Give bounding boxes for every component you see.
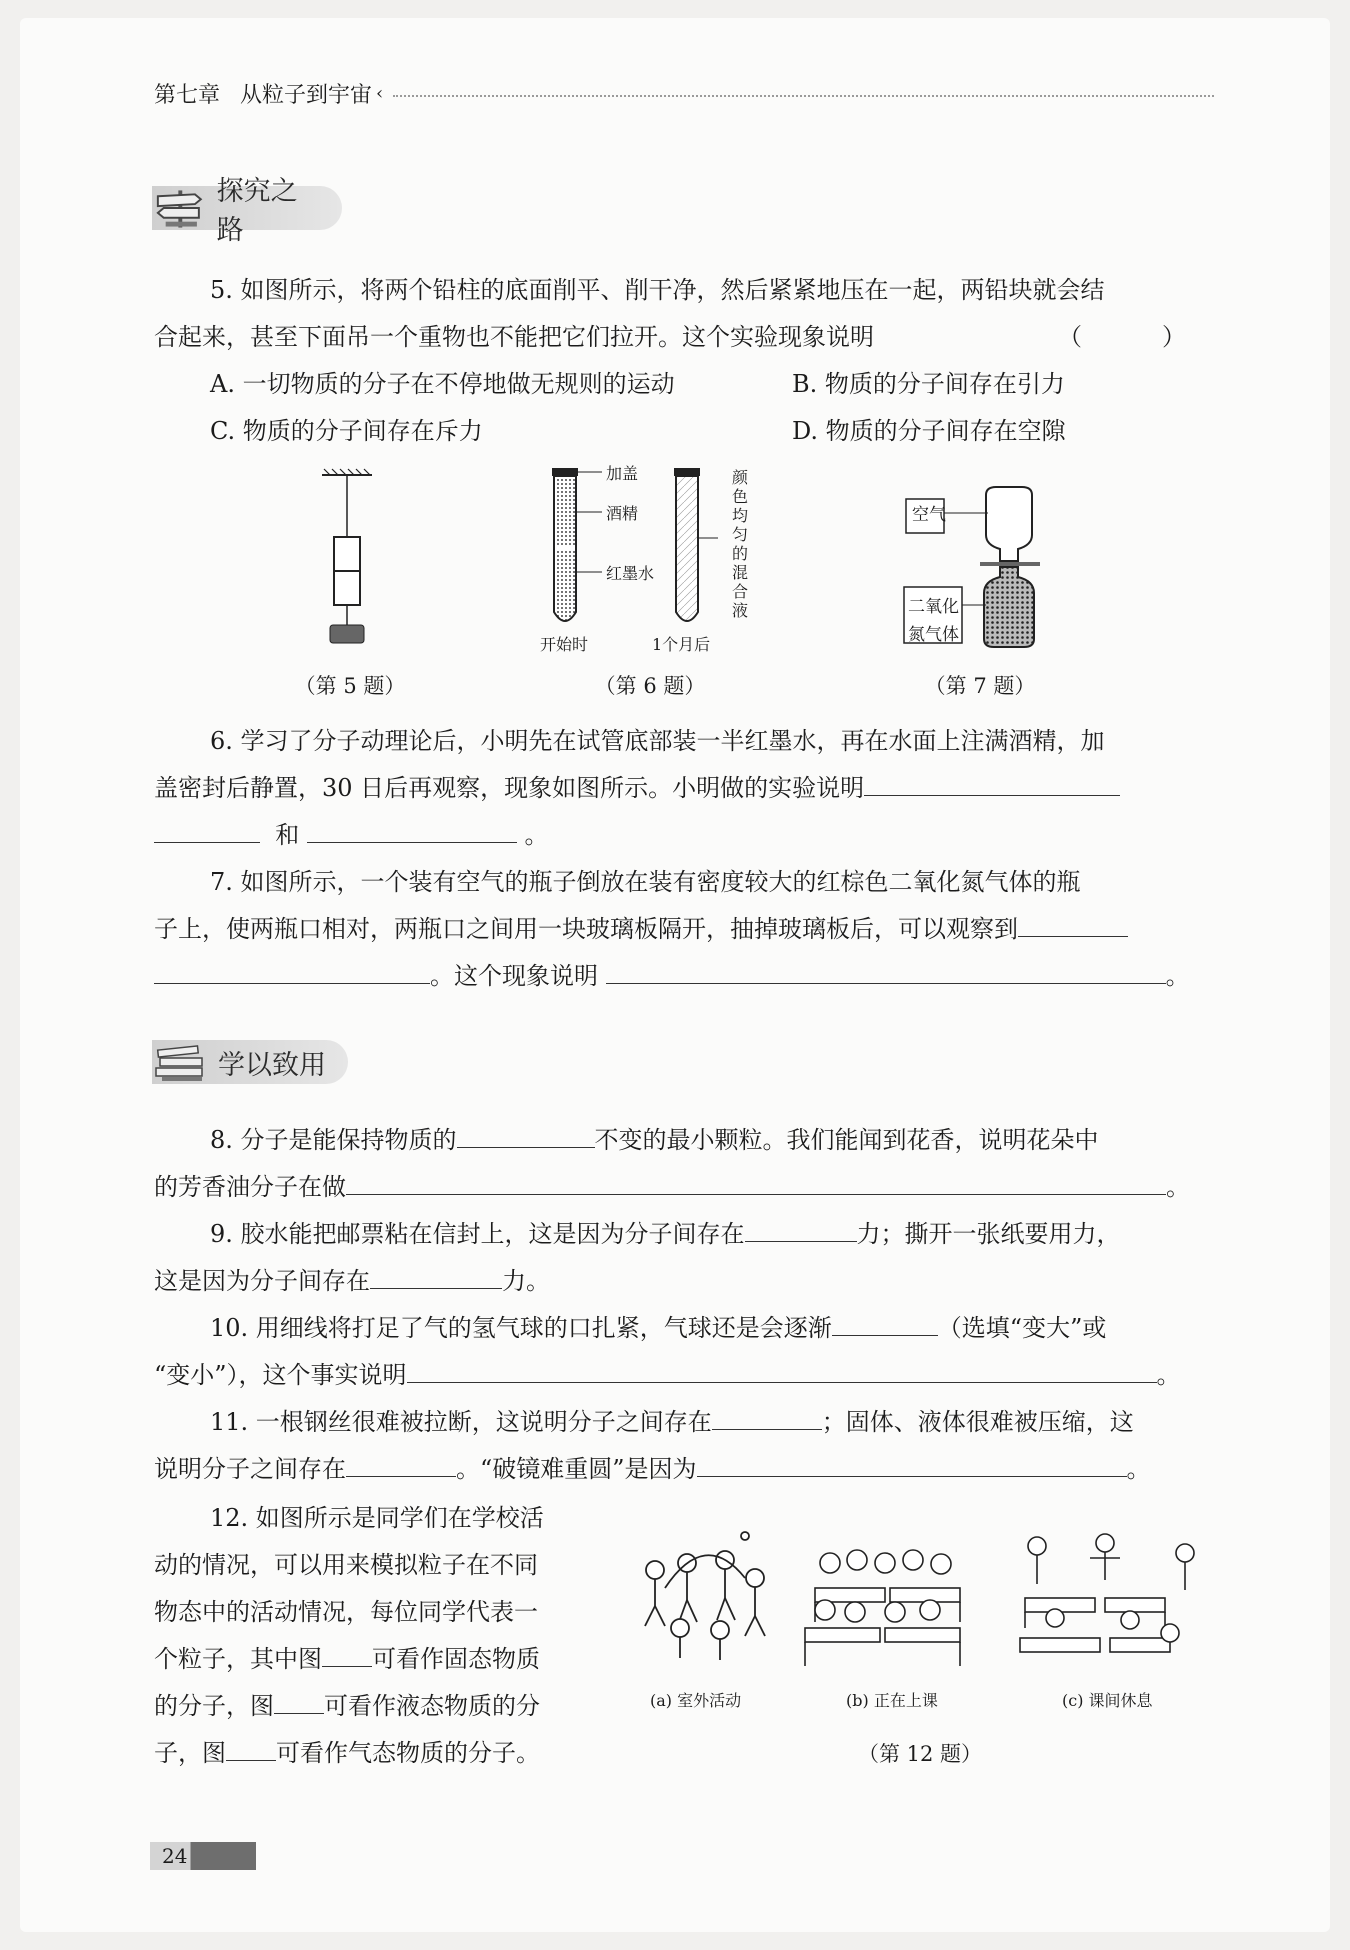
- q6-line2: [154, 765, 1214, 812]
- fig12-caption: （第 12 题）: [857, 1742, 983, 1766]
- fig7-label-air: 空气: [912, 505, 946, 525]
- answer-blank[interactable]: [712, 1403, 822, 1430]
- q10-end: 。: [1156, 1361, 1181, 1389]
- answer-blank[interactable]: [606, 957, 1166, 984]
- q8-line2: [154, 1164, 1214, 1211]
- q10-text-b: （选填“变大”或: [937, 1314, 1107, 1342]
- signpost-icon: [152, 186, 211, 230]
- answer-blank[interactable]: [322, 1640, 372, 1667]
- answer-blank[interactable]: [864, 769, 1120, 796]
- fig6-label-mix: 颜色均匀的混合液: [732, 468, 749, 620]
- fig5-caption: （第 5 题）: [294, 674, 406, 698]
- q7-text: 子上，使两瓶口相对，两瓶口之间用一块玻璃板隔开，抽掉玻璃板后，可以观察到: [154, 915, 1018, 943]
- q7-end: 。: [1165, 962, 1190, 990]
- fig6-label-alcohol: 酒精: [606, 504, 639, 523]
- fig12-label-b: (b) 正在上课: [846, 1691, 938, 1710]
- q9-text-b: 力；撕开一张纸要用力，: [856, 1220, 1121, 1248]
- chapter-number: 第七章: [154, 82, 221, 108]
- fig6-label-ink: 红墨水: [606, 564, 655, 583]
- question-5: [154, 267, 1214, 361]
- answer-blank[interactable]: [226, 1734, 276, 1761]
- fig6-label-lid: 加盖: [606, 464, 639, 483]
- q10-text-c: “变小”），这个事实说明: [154, 1361, 407, 1389]
- section-tag-apply: [152, 1040, 348, 1084]
- q11-text-c: 说明分子之间存在: [154, 1455, 346, 1483]
- q12-text: 可看作固态物质: [372, 1645, 540, 1673]
- q7-line1: 7. 如图所示，一个装有空气的瓶子倒放在装有密度较大的红棕色二氧化氮气体的瓶: [210, 868, 1081, 896]
- chevron-left-icon: ‹: [376, 82, 384, 104]
- q6-text: 盖密封后静置，30 日后再观察，现象如图所示。小明做的实验说明: [154, 774, 865, 802]
- option-a: A. 一切物质的分子在不停地做无规则的运动: [210, 370, 675, 398]
- chapter-header: [154, 78, 1214, 108]
- answer-blank[interactable]: [457, 1121, 595, 1148]
- q6-line1: 6. 学习了分子动理论后，小明先在试管底部装一半红墨水，再在水面上注满酒精，加: [210, 727, 1105, 755]
- question-8: [154, 1117, 1214, 1211]
- q12-text: 子，图: [154, 1739, 226, 1767]
- answer-blank[interactable]: [346, 1450, 456, 1477]
- q10-text-a: 10. 用细线将打足了气的氢气球的口扎紧，气球还是会逐渐: [210, 1314, 832, 1342]
- answer-paren: （ ）: [1058, 323, 1214, 351]
- q8-end: 。: [1166, 1173, 1190, 1201]
- classroom-illustration: [805, 1550, 960, 1666]
- q10-line2: [154, 1352, 1214, 1399]
- q7-line2: [154, 906, 1214, 953]
- answer-blank[interactable]: [1018, 910, 1128, 937]
- chapter-title: 从粒子到宇宙: [240, 82, 373, 108]
- q11-line1: [154, 1399, 1214, 1446]
- section-tag-explore: [152, 176, 342, 246]
- q12-text: 可看作气态物质的分子。: [276, 1739, 540, 1767]
- q12-text: 个粒子，其中图: [154, 1645, 322, 1673]
- q6-line3: [154, 812, 1214, 859]
- q6-and: 和: [275, 821, 300, 849]
- answer-blank[interactable]: [407, 1356, 1157, 1383]
- question-9: [154, 1211, 1214, 1305]
- fig7-label-no2-1: 二氧化: [908, 597, 959, 617]
- q12-text: 可看作液态物质的分: [324, 1692, 540, 1720]
- question-12: [154, 1495, 604, 1777]
- answer-blank[interactable]: [274, 1687, 324, 1714]
- page-number: [150, 1842, 256, 1870]
- answer-blank[interactable]: [154, 816, 260, 843]
- q9-text-a: 9. 胶水能把邮票粘在信封上，这是因为分子间存在: [210, 1220, 745, 1248]
- section-title: 探究之路: [216, 176, 298, 246]
- question-10: [154, 1305, 1214, 1399]
- fig6-label-start: 开始时: [540, 635, 589, 654]
- page-number-text: 24: [162, 1844, 188, 1868]
- q11-end: 。: [1126, 1455, 1151, 1483]
- fig12-label-c: (c) 课间休息: [1062, 1691, 1153, 1710]
- q11-line2: [154, 1446, 1214, 1493]
- q5-options: [210, 361, 1210, 455]
- q11-text-b: ；固体、液体很难被压缩，这: [821, 1408, 1134, 1436]
- fig7-caption: （第 7 题）: [924, 674, 1036, 698]
- q5-line2: [154, 314, 1214, 361]
- fig12-label-a: (a) 室外活动: [650, 1691, 742, 1710]
- q5-line1: 5. 如图所示，将两个铅柱的底面削平、削干净，然后紧紧地压在一起，两铅块就会结: [210, 276, 1105, 304]
- header-dotted-rule: [393, 95, 1214, 97]
- answer-blank[interactable]: [307, 816, 517, 843]
- answer-blank[interactable]: [832, 1309, 938, 1336]
- q9-end: 力。: [502, 1267, 550, 1295]
- fig6-caption: （第 6 题）: [594, 674, 706, 698]
- books-icon: [152, 1040, 212, 1084]
- break-time-illustration: [1020, 1534, 1194, 1652]
- figure-12-student-activities: [625, 1518, 1215, 1678]
- figure-5-lead-cylinders: [310, 465, 390, 650]
- q12-line5: [154, 1683, 604, 1730]
- q8-text-a: 8. 分子是能保持物质的: [210, 1126, 457, 1154]
- answer-blank[interactable]: [745, 1215, 857, 1242]
- q10-line1: [154, 1305, 1214, 1352]
- question-7: [154, 859, 1214, 1000]
- q11-text-a: 11. 一根钢丝很难被拉断，这说明分子之间存在: [210, 1408, 712, 1436]
- q8-text-c: 的芳香油分子在做: [154, 1173, 346, 1201]
- q12-line4: [154, 1636, 604, 1683]
- answer-blank[interactable]: [697, 1450, 1127, 1477]
- q12-line3: 物态中的活动情况，每位同学代表一: [154, 1598, 538, 1626]
- q12-line2: 动的情况，可以用来模拟粒子在不同: [154, 1551, 538, 1579]
- q11-text-d: 。“破镜难重圆”是因为: [456, 1455, 697, 1483]
- answer-blank[interactable]: [370, 1262, 502, 1289]
- q5-text: 合起来，甚至下面吊一个重物也不能把它们拉开。这个实验现象说明: [154, 323, 874, 351]
- q7-line3: [154, 953, 1214, 1000]
- option-b: B. 物质的分子间存在引力: [792, 370, 1065, 398]
- q9-line1: [154, 1211, 1214, 1258]
- question-11: [154, 1399, 1214, 1493]
- q12-line6: [154, 1730, 604, 1777]
- q7-mid: 。这个现象说明: [430, 962, 598, 990]
- q9-text-c: 这是因为分子间存在: [154, 1267, 370, 1295]
- q12-text: 的分子，图: [154, 1692, 274, 1720]
- q9-line2: [154, 1258, 1214, 1305]
- option-c: C. 物质的分子间存在斥力: [210, 417, 483, 445]
- q8-text-b: 不变的最小颗粒。我们能闻到花香，说明花朵中: [594, 1126, 1099, 1154]
- q6-end: 。: [524, 821, 549, 849]
- fig6-label-after: 1个月后: [652, 635, 711, 654]
- outdoor-activity-illustration: [645, 1532, 765, 1660]
- q12-line1: 12. 如图所示是同学们在学校活: [210, 1504, 544, 1532]
- question-6: [154, 718, 1214, 859]
- option-d: D. 物质的分子间存在空隙: [792, 417, 1066, 445]
- section-title: 学以致用: [218, 1049, 326, 1081]
- fig7-label-no2-2: 氮气体: [908, 625, 959, 645]
- q8-line1: [154, 1117, 1214, 1164]
- answer-blank[interactable]: [154, 957, 430, 984]
- answer-blank[interactable]: [346, 1168, 1166, 1195]
